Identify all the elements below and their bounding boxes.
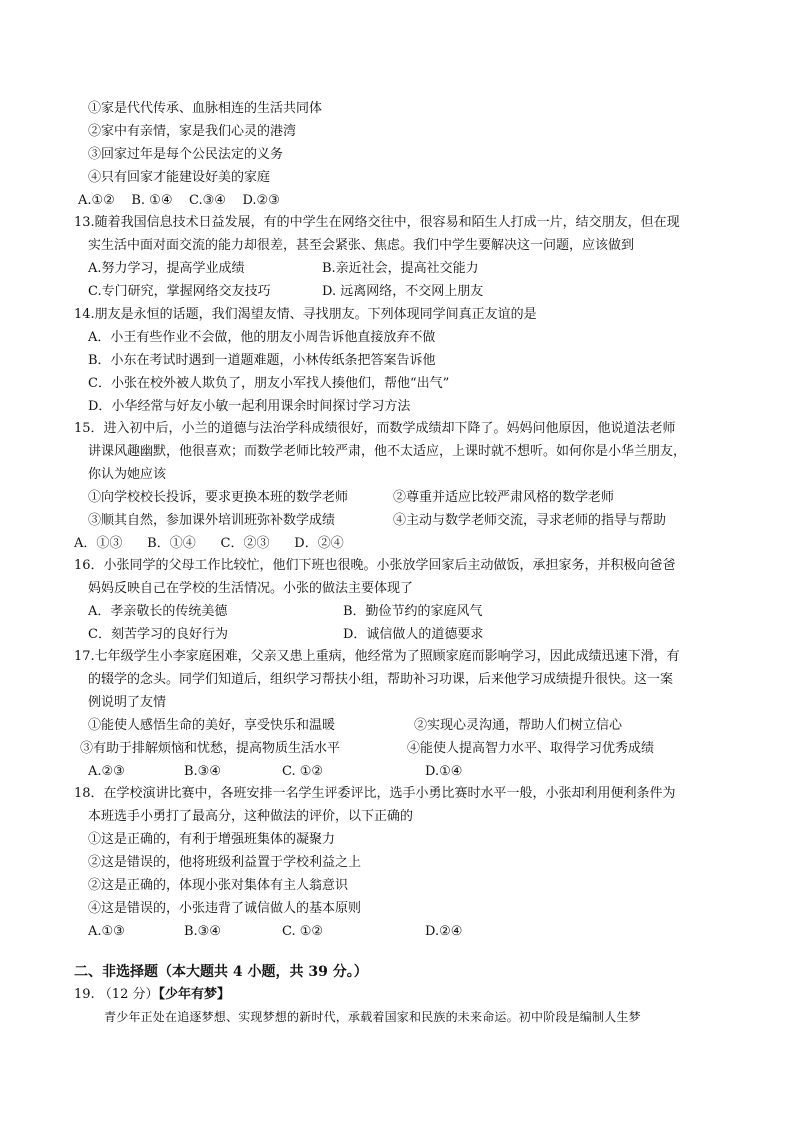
q13-stem-line2: 实生活中面对面交流的能力却很差，甚至会紧张、焦虑。我们中学生要解决这一问题，应该做到 [88, 238, 635, 253]
q19-material: 青少年正处在追逐梦想、实现梦想的新时代，承载着国家和民族的未来命运。初中阶段是编制人生梦 [104, 1010, 641, 1024]
q14-option-a: A．小王有些作业不会做，他的朋友小周告诉他直接放弃不做 [88, 330, 436, 345]
q13-option-d: D. 远离网络，不交网上朋友 [322, 284, 484, 299]
q12-choices: A.①② B. ①④ C.③④ D.②③ [78, 193, 280, 208]
q13-option-b: B.亲近社会，提高社交能力 [322, 261, 479, 276]
q14-option-b: B．小东在考试时遇到一道题难题，小林传纸条把答案告诉他 [88, 353, 436, 368]
q15-stem-line3: 你认为她应该 [88, 467, 167, 482]
q19-points: 19. （12 分） [74, 987, 159, 1002]
q17-stem-line1: 17.七年级学生小李家庭困难，父亲又患上重病，他经常为了照顾家庭而影响学习，因此成绩迅速下滑，有 [74, 649, 680, 664]
q17-item-4: ④能使人提高智力水平、取得学习优秀成绩 [407, 741, 655, 756]
q18-choice-b: B.③④ [184, 924, 221, 939]
q18-item-1: ①这是正确的，有利于增强班集体的凝聚力 [88, 832, 336, 847]
q16-option-c: C．刻苦学习的良好行为 [88, 627, 228, 642]
q17-item-3: ③有助于排解烦恼和忧愁，提高物质生活水平 [80, 741, 341, 756]
section-2-heading: 二、非选择题（本大题共 4 小题，共 39 分。） [74, 964, 368, 980]
q15-stem-line2: 讲课风趣幽默，他很喜欢；而数学老师比较严肃，他不太适应，上课时就不想听。如何你是小华兰朋友， [88, 444, 687, 459]
q18-item-2: ②这是错误的，他将班级利益置于学校利益之上 [88, 855, 362, 870]
q12-item-4: ④只有回家才能建设好美的家庭 [88, 170, 271, 185]
q14-option-c: C．小张在校外被人欺负了，朋友小军找人揍他们，帮他“出气” [88, 376, 450, 391]
q13-option-a: A.努力学习，提高学业成绩 [88, 261, 245, 276]
q17-item-2: ②实现心灵沟通，帮助人们树立信心 [414, 718, 623, 733]
q16-option-a: A．孝亲敬长的传统美德 [88, 604, 228, 619]
q18-item-3: ②这是正确的，体现小张对集体有主人翁意识 [88, 878, 349, 893]
q13-stem-line1: 13.随着我国信息技术日益发展，有的中学生在网络交往中，很容易和陌生人打成一片，结交朋友，但在现 [74, 215, 680, 230]
q19-header [74, 986, 230, 1004]
q18-choice-d: D.②④ [425, 924, 463, 939]
q16-stem-line1: 16．小张同学的父母工作比较忙，他们下班也很晚。小张放学回家后主动做饭，承担家务，并积极向爸爸 [74, 558, 676, 573]
q17-choice-c: C. ①② [282, 764, 324, 779]
q12-item-3: ③回家过年是每个公民法定的义务 [88, 147, 284, 162]
q16-stem-line2: 妈妈反映自己在学校的生活情况。小张的做法主要体现了 [88, 581, 414, 596]
q18-stem-line2: 本班选手小勇打了最高分，这种做法的评价，以下正确的 [88, 809, 414, 824]
q18-stem-line1: 18．在学校演讲比赛中，各班安排一名学生评委评比，选手小勇比赛时水平一般，小张却利用便利条件为 [74, 786, 676, 801]
q15-stem-line1: 15．进入初中后，小兰的道德与法治学科成绩很好，而数学成绩却下降了。妈妈问他原因，他说道法老师 [74, 421, 676, 436]
q15-item-1: ①向学校校长投诉，要求更换本班的数学老师 [88, 490, 349, 505]
q17-choice-a: A.②③ [88, 764, 125, 779]
q15-item-3: ③顺其自然，参加课外培训班弥补数学成绩 [88, 513, 336, 528]
q16-option-d: D．诚信做人的道德要求 [343, 627, 484, 642]
q12-item-2: ②家中有亲情，家是我们心灵的港湾 [88, 124, 297, 139]
q12-item-1: ①家是代代传承、血脉相连的生活共同体 [88, 101, 323, 116]
q19-title: 【少年有梦】 [158, 987, 230, 1002]
q18-choice-a: A.①③ [88, 924, 125, 939]
q18-item-4: ④这是错误的，小张违背了诚信做人的基本原则 [88, 901, 362, 916]
q18-choice-c: C. ①② [282, 924, 324, 939]
q15-choices: A．①③ B．①④ C．②③ D．②④ [74, 536, 344, 551]
q15-item-2: ②尊重并适应比较严肃风格的数学老师 [393, 490, 615, 505]
q17-choice-b: B.③④ [184, 764, 221, 779]
q17-item-1: ①能使人感悟生命的美好，享受快乐和温暖 [88, 718, 336, 733]
q13-option-c: C.专门研究，掌握网络交友技巧 [88, 284, 271, 299]
q17-stem-line3: 例说明了友情 [88, 695, 167, 710]
q14-stem: 14.朋友是永恒的话题，我们渴望友情、寻找朋友。下列体现同学间真正友谊的是 [74, 307, 537, 322]
q15-item-4: ④主动与数学老师交流，寻求老师的指导与帮助 [393, 513, 667, 528]
q14-option-d: D．小华经常与好友小敏一起利用课余时间探讨学习方法 [88, 399, 411, 414]
q16-option-b: B．勤俭节约的家庭风气 [343, 604, 483, 619]
q17-stem-line2: 的辍学的念头。同学们知道后，组织学习帮扶小组，帮助补习功课，后来他学习成绩提升很快。这一案 [88, 672, 674, 687]
q17-choice-d: D.①④ [425, 764, 463, 779]
